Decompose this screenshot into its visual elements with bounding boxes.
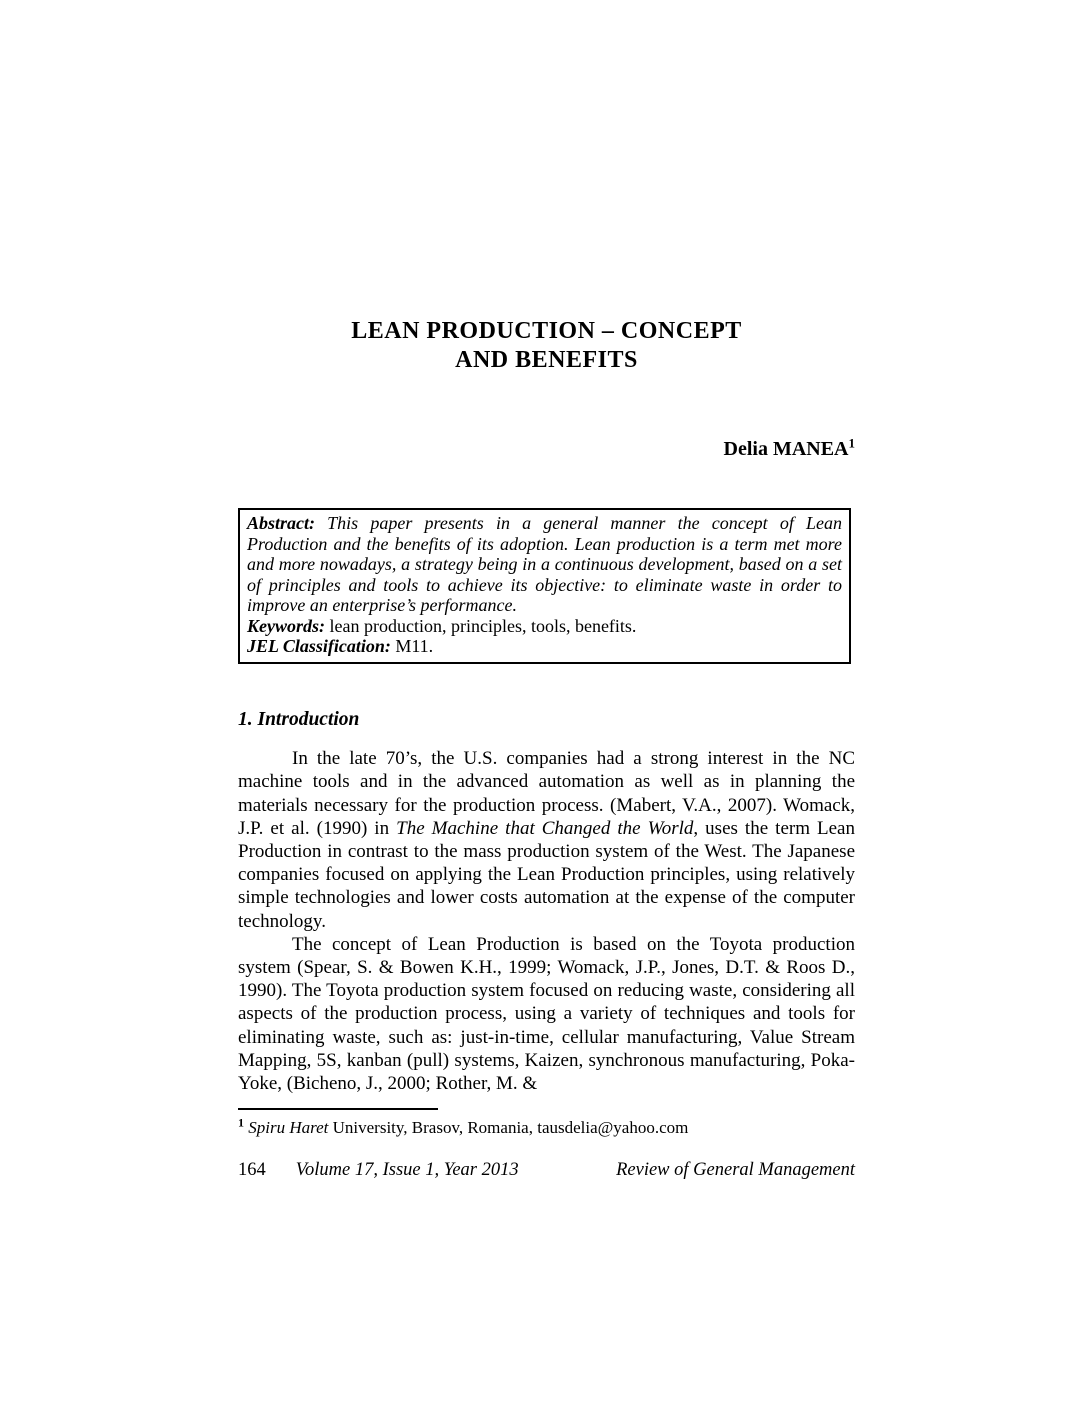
page-footer [238, 1160, 855, 1181]
page-number: 164 [238, 1160, 266, 1180]
journal-name: Review of General Management [616, 1160, 855, 1180]
introduction-section [238, 708, 855, 1095]
book-title-italic: The Machine that Changed the World [396, 817, 694, 839]
footnote-affiliation-rest: University, Brasov, Romania, tausdelia@yahoo.com [328, 1118, 689, 1137]
paper-title-line2: AND BENEFITS [455, 347, 638, 374]
footnote-mark: 1 [238, 1115, 244, 1130]
paper-title [238, 317, 855, 375]
paragraph-1-text-b: , uses the term Lean Production in contrast to the mass production system of the West. The Japanese companies focused on applying the Lean Production principles, using relatively simple technologies and lower costs automation at the expense of the computer technology. [238, 817, 855, 932]
footnote [238, 1117, 855, 1138]
section-heading-introduction: 1. Introduction [238, 709, 360, 730]
keywords-line [247, 616, 842, 637]
paper-title-line1: LEAN PRODUCTION – CONCEPT [351, 318, 742, 345]
author-name: Delia MANEA [723, 438, 849, 460]
author-footnote-mark: 1 [848, 435, 855, 451]
author-line [238, 435, 855, 461]
paragraph-2: The concept of Lean Production is based on the Toyota production system (Spear, S. & Bowen K.H., 1999; Womack, J.P., Jones, D.T. & Roos D., 1990). The Toyota production system focused on reducing waste, considering all aspects of the production process, using a variety of techniques and tools for eliminating waste, such as: just-in-time, cellular manufacturing, Value Stream Mapping, 5S, kanban (pull) systems, Kaizen, synchronous manufacturing, Poka-Yoke, (Bicheno, J., 2000; Rother, M. & [238, 933, 855, 1095]
volume-issue-info: Volume 17, Issue 1, Year 2013 [295, 1160, 519, 1180]
abstract-paragraph [247, 513, 842, 616]
abstract-label: Abstract: [247, 513, 316, 533]
abstract-text: This paper presents in a general manner the concept of Lean Production and the benefits of its adoption. Lean production is a term met more and more nowadays, a strategy being in a continuous development, based on a set of principles and tools to achieve its objective: to eliminate waste in order to improve an enterprise’s performance. [247, 513, 842, 615]
footnote-separator-rule [238, 1108, 438, 1110]
abstract-box [238, 508, 851, 664]
keywords-label: Keywords: [247, 615, 325, 636]
jel-classification-line [247, 636, 842, 657]
footnote-affiliation-italic: Spiru Haret [248, 1118, 329, 1137]
keywords-text: lean production, principles, tools, benefits. [325, 615, 637, 636]
jel-text: M11. [390, 636, 434, 656]
paragraph-1 [238, 747, 855, 933]
jel-label: JEL Classification: [247, 636, 391, 656]
paragraph-1-text-a: In the late 70’s, the U.S. companies had a strong interest in the NC machine tools and in the advanced automation as well as in planning the materials necessary for the production process. (Mabert, V.A., 2007). Womack, J.P. et al. (1990) in [238, 748, 855, 839]
